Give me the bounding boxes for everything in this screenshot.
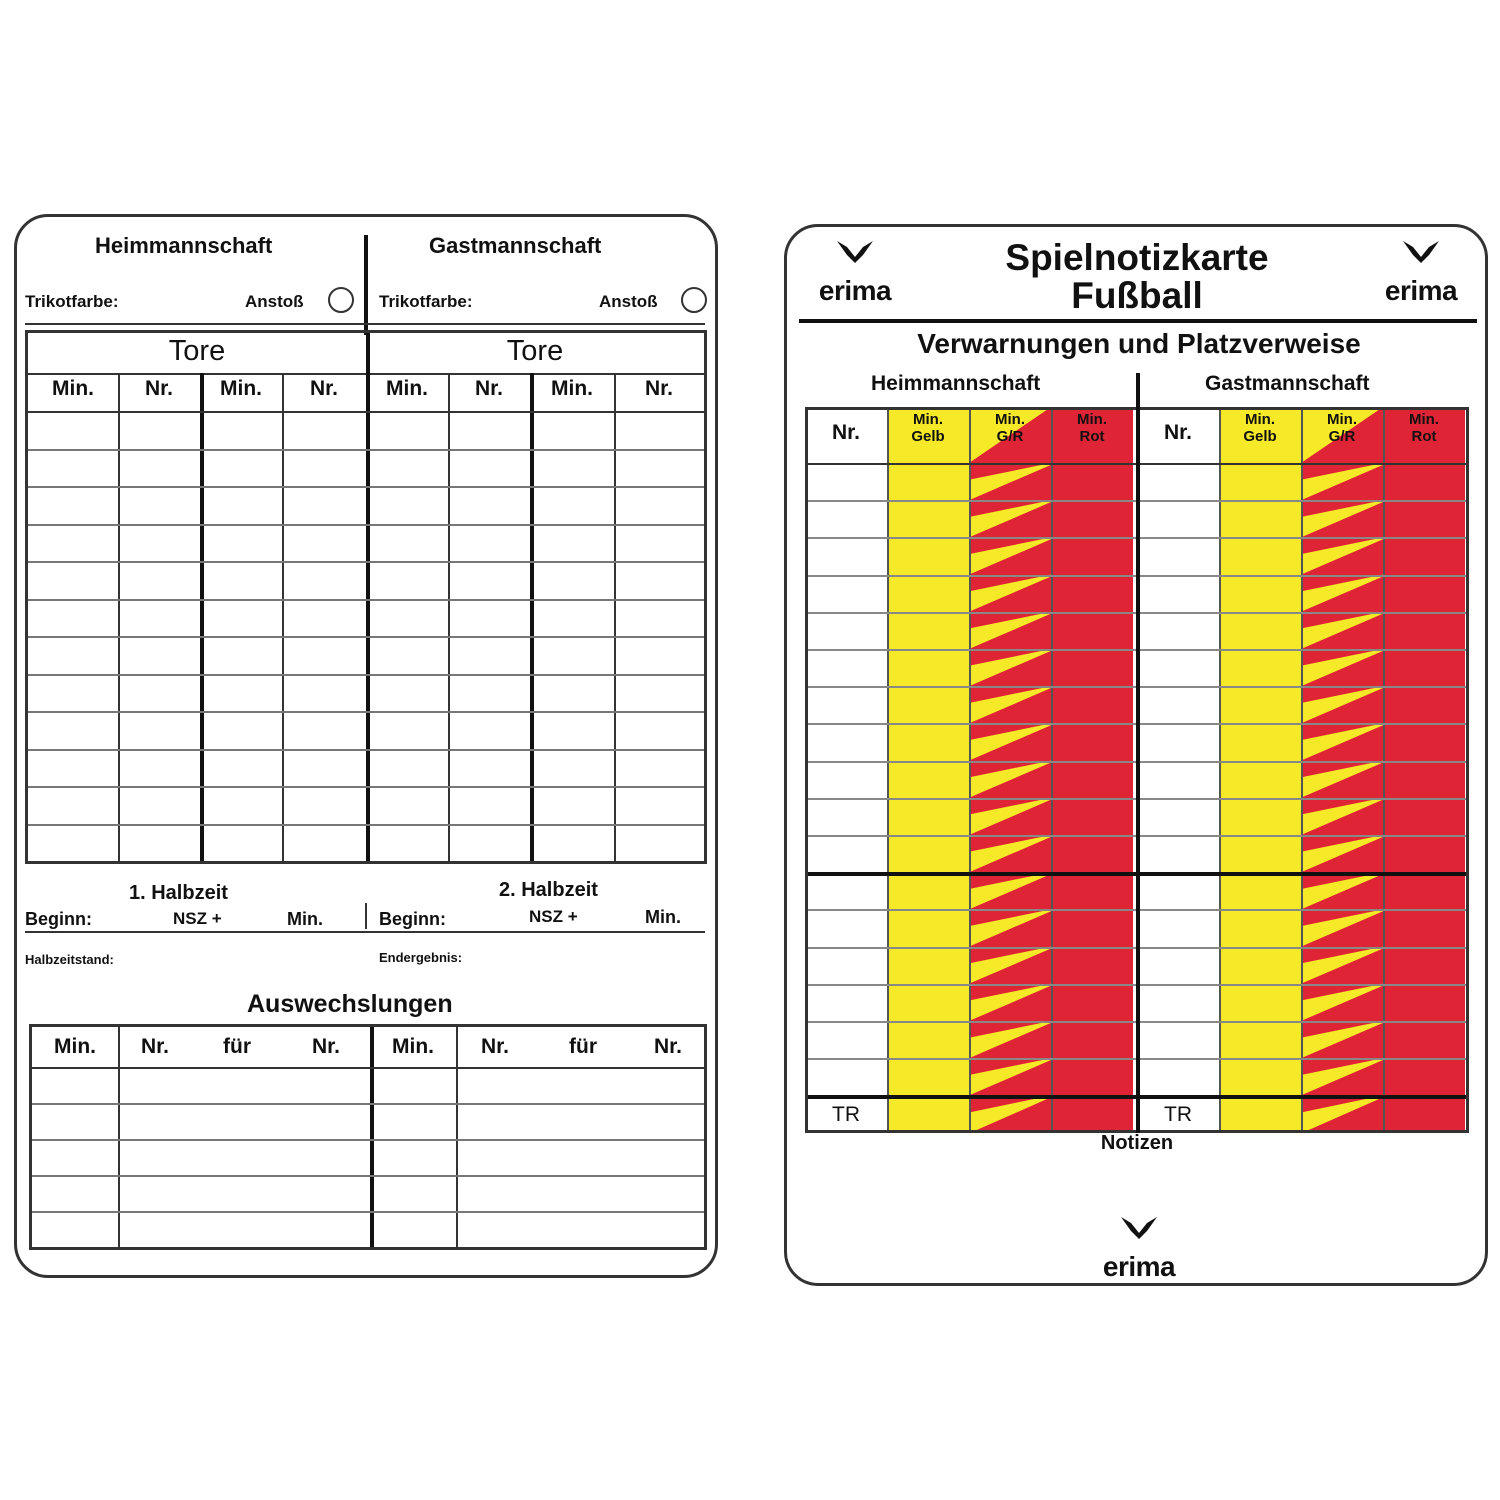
first-half-begin-label: Beginn: (25, 909, 92, 929)
erima-wordmark: erima (1384, 275, 1458, 306)
goals-row-rule (28, 786, 704, 788)
away-kickoff-checkbox[interactable] (681, 287, 707, 313)
erima-logo-bottom (1089, 1213, 1189, 1283)
final-score-label: Endergebnis: (379, 950, 463, 965)
goals-col-header: Nr. (309, 377, 338, 400)
home-kickoff-label: Anstoß (245, 292, 304, 311)
erima-wordmark: erima (1102, 1251, 1176, 1282)
card-col-header-line1: Min. (1245, 411, 1275, 428)
half-divider (365, 903, 367, 929)
goals-row-rule (28, 524, 704, 526)
card-col-header-line2: G/R (1328, 428, 1356, 445)
goals-col-header: Min. (386, 377, 428, 400)
subs-col-header: Nr. (140, 1035, 169, 1058)
goals-row-rule (28, 561, 704, 563)
card-title-line2: Fußball (1071, 275, 1203, 316)
first-half-min-label: Min. (287, 909, 323, 929)
substitutions-title: Auswechslungen (247, 990, 453, 1018)
first-half-label: 1. Halbzeit (129, 882, 228, 904)
subs-row-rule (32, 1211, 704, 1213)
goals-col-header: Nr. (144, 377, 173, 400)
home-goals-title: Tore (168, 335, 226, 367)
away-team-label: Gastmannschaft (429, 233, 602, 258)
subs-col-header: Min. (54, 1035, 96, 1058)
card-col-header-line2: Gelb (911, 428, 945, 445)
subs-col-header: Nr. (311, 1035, 340, 1058)
goals-row-rule (28, 599, 704, 601)
goals-row-rule (28, 749, 704, 751)
subs-row-rule (32, 1175, 704, 1177)
erima-wordmark: erima (818, 275, 892, 306)
goals-row-rule (28, 674, 704, 676)
goals-header-rule (28, 411, 704, 413)
match-sheet-goals-card (14, 214, 718, 1278)
subs-col-header: Min. (392, 1035, 434, 1058)
away-team-label: Gastmannschaft (1205, 372, 1370, 395)
halftime-score-label: Halbzeitstand: (25, 952, 114, 967)
second-half-nsz-label: NSZ + (529, 907, 578, 926)
goals-row-rule (28, 636, 704, 638)
subs-team-divider (370, 1027, 374, 1247)
card-col-header-line1: Min. (1077, 411, 1107, 428)
subs-col-header: Nr. (480, 1035, 509, 1058)
team-divider (364, 235, 368, 335)
half-rule (25, 931, 705, 933)
referee-row-label: TR (1164, 1103, 1192, 1127)
cautions-card (784, 224, 1488, 1286)
home-team-label: Heimmannschaft (95, 233, 273, 258)
goals-table (25, 330, 707, 864)
subs-col-header: für (223, 1035, 251, 1058)
card-col-header-line2: Rot (1079, 428, 1105, 445)
goals-row-rule (28, 824, 704, 826)
subs-col-divider (456, 1027, 458, 1247)
notes-label: Notizen (1100, 1132, 1174, 1154)
first-half-nsz-label: NSZ + (173, 909, 222, 928)
subs-header-rule (32, 1067, 704, 1069)
section-title: Verwarnungen und Platzverweise (917, 328, 1361, 359)
away-jersey-color-label: Trikotfarbe: (379, 292, 473, 311)
card-col-header-line1: Min. (913, 411, 943, 428)
home-kickoff-checkbox[interactable] (328, 287, 354, 313)
goals-col-header: Min. (52, 377, 94, 400)
title-rule (799, 319, 1477, 323)
goals-col-header: Min. (220, 377, 262, 400)
goals-col-header: Nr. (474, 377, 503, 400)
card-col-header-line2: Rot (1411, 428, 1437, 445)
substitutions-table (29, 1024, 707, 1250)
card-title-line1: Spielnotizkarte (1005, 237, 1269, 278)
subs-col-divider (118, 1027, 120, 1247)
goals-row-rule (28, 711, 704, 713)
goals-row-rule (28, 449, 704, 451)
goals-row-rule (28, 486, 704, 488)
card-col-header-line1: Min. (1409, 411, 1439, 428)
header-rule (25, 323, 705, 325)
goals-col-header: Nr. (644, 377, 673, 400)
nr-header: Nr. (831, 421, 860, 444)
second-half-label: 2. Halbzeit (499, 879, 598, 901)
erima-wing-icon (1119, 1213, 1159, 1247)
card-col-header-line2: Gelb (1243, 428, 1277, 445)
away-kickoff-label: Anstoß (599, 292, 658, 311)
card-col-header-line1: Min. (1327, 411, 1357, 428)
subs-row-rule (32, 1103, 704, 1105)
home-team-label: Heimmannschaft (871, 372, 1041, 395)
subs-col-header: für (569, 1035, 597, 1058)
cautions-table (805, 373, 1470, 1133)
goals-col-header: Min. (551, 377, 593, 400)
subs-row-rule (32, 1139, 704, 1141)
referee-row-label: TR (832, 1103, 860, 1127)
away-goals-title: Tore (506, 335, 564, 367)
second-half-begin-label: Beginn: (379, 909, 446, 929)
subs-col-header: Nr. (653, 1035, 682, 1058)
home-jersey-color-label: Trikotfarbe: (25, 292, 119, 311)
second-half-min-label: Min. (645, 907, 681, 927)
card-col-header-line2: G/R (996, 428, 1024, 445)
cards-team-divider (1136, 373, 1140, 1133)
nr-header: Nr. (1163, 421, 1192, 444)
card-col-header-line1: Min. (995, 411, 1025, 428)
